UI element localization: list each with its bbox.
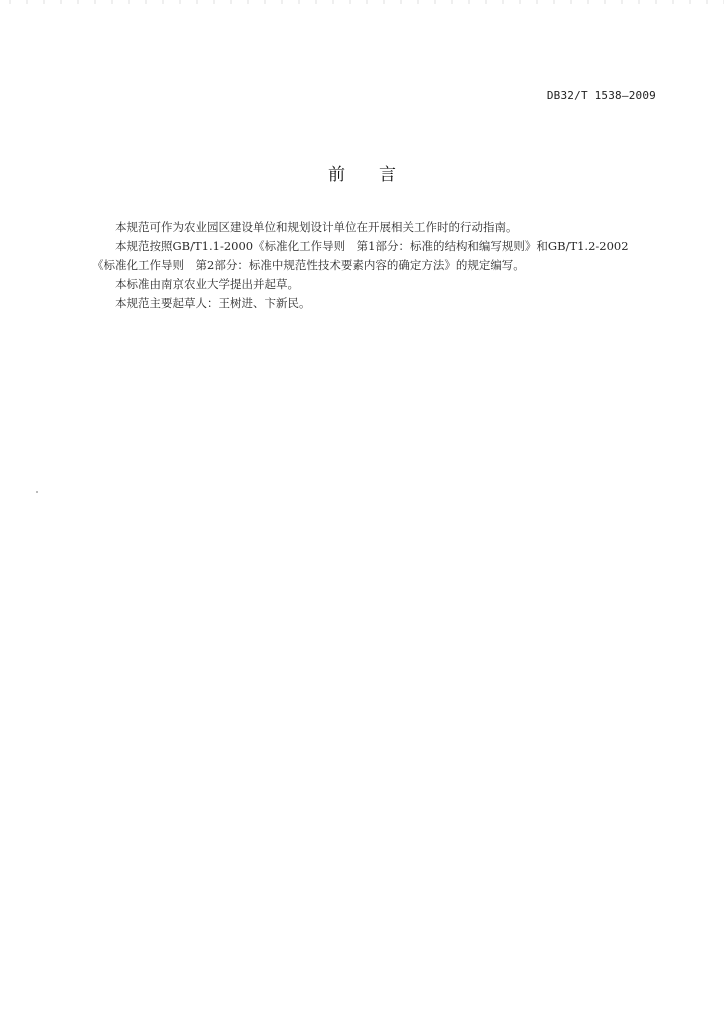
paragraph-standard-basis-line1: 本规范按照GB/T1.1-2000《标准化工作导则 第1部分：标准的结构和编写规则》和GB/T1.2-2002 xyxy=(115,239,629,253)
document-code: DB32/T 1538—2009 xyxy=(546,89,656,102)
paragraph-drafters: 本规范主要起草人：王树进、卞新民。 xyxy=(115,296,311,310)
scan-speck xyxy=(36,491,38,493)
page-title: 前言 xyxy=(328,165,430,185)
foreword-body xyxy=(92,218,666,313)
paragraph-standard-basis-line2: 《标准化工作导则 第2部分：标准中规范性技术要素内容的确定方法》的规定编写。 xyxy=(92,258,525,272)
scan-edge-artifact xyxy=(0,0,724,4)
paragraph-proposer: 本标准由南京农业大学提出并起草。 xyxy=(115,277,299,291)
paragraph-purpose: 本规范可作为农业园区建设单位和规划设计单位在开展相关工作时的行动指南。 xyxy=(115,220,518,234)
